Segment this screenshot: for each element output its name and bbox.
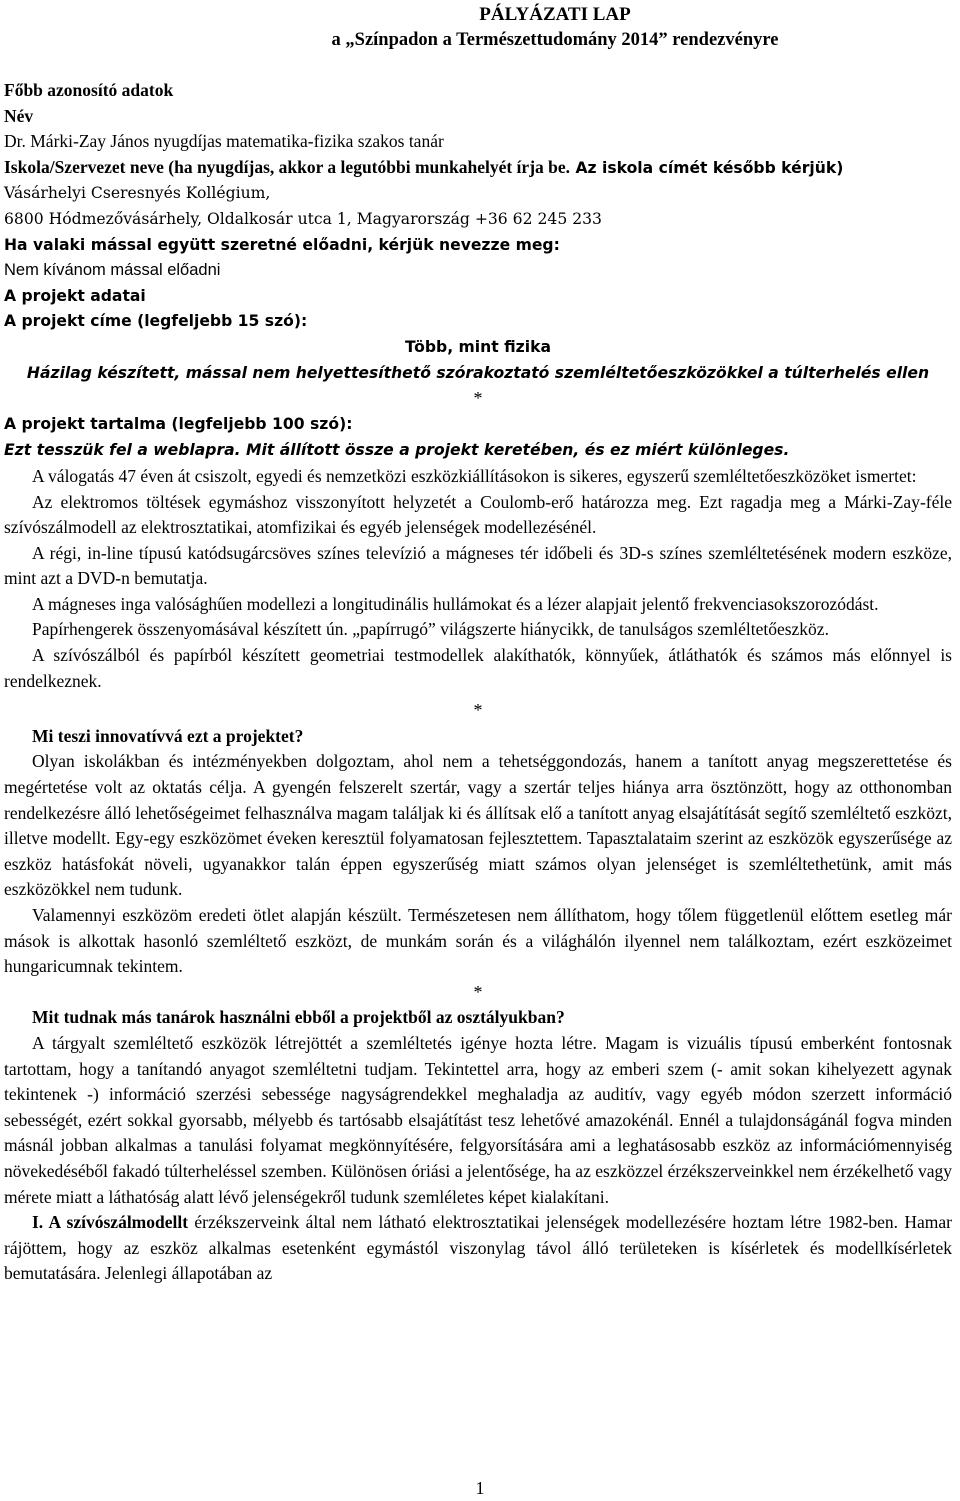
- content-note-part-b: Mit állított össze a projekt keretében, és ez miért különleges.: [240, 441, 790, 460]
- content-paragraph: Papírhengerek összenyomásával készített ún. „papírrugó” világszerte hiánycikk, de tanulságos szemléltetőeszköz.: [32, 619, 829, 640]
- section1-label: I. A szívószálmodellt: [32, 1212, 189, 1233]
- section1-text: érzékszerveink által nem látható elektrosztatikai jelenségek modellezésére hoztam létre 1982-ben. Hamar rájöttem, hogy az eszköz alkalmas esetenként egymástól viszonylag távol álló területeken is kísérletek és modellkísérletek bemutatására. Jelenlegi állapotában az: [4, 1212, 952, 1284]
- ids-heading: Főbb azonosító adatok: [4, 80, 174, 100]
- form-subtitle: a „Színpadon a Természettudomány 2014” rendezvényre: [331, 30, 779, 50]
- project-content-note: [4, 437, 952, 464]
- separator-star: *: [473, 981, 483, 1002]
- innovative-paragraph: Olyan iskolákban és intézményekben dolgoztam, ahol nem a tehetséggondozás, hanem a tanított anyag megszerettetése és megértetése volt az oktatás célja. A gyengén felszerelt szertár, vagy a szertár teljes hiánya arra ösztönzött, hogy az otthonomban rendelkezésre álló lehetőségeimet felhasználva magam találjak ki és állítsak elő a tanított anyag elsajátítását segítő szemléltető eszközt, illetve modellt. Egy-egy eszközömet éveken keresztül folyamatosan fejlesztettem. Tapasztalataim szerint az eszközök egyszerűsége az eszköz hatásfokát növeli, ugyanakkor talán éppen egyszerűség miatt számos olyan jelenséget is szemléltethetünk, amit más eszközökkel nem tudunk.: [4, 751, 952, 900]
- content-paragraph: A régi, in-line típusú katódsugárcsöves színes televízió a mágneses tér időbeli és 3D-s színes szemléltetésének modern eszköze, mint azt a DVD-n bemutatja.: [4, 542, 952, 589]
- document-body: [4, 78, 952, 1287]
- content-paragraph: A szívószálból és papírból készített geometriai testmodellek alakíthatók, könnyűek, átláthatók és számos más előnnyel is rendelkeznek.: [4, 645, 952, 691]
- others-label: Mit tudnak más tanárok használni ebből a projektből az osztályukban?: [32, 1007, 565, 1028]
- school-label: [4, 155, 952, 182]
- school-label-part-b: Az iskola címét később kérjük): [570, 158, 844, 177]
- name-value: Dr. Márki-Zay János nyugdíjas matematika-fizika szakos tanár: [4, 131, 444, 152]
- separator-star: *: [473, 700, 483, 721]
- school-label-part-a: Iskola/Szervezet neve (ha nyugdíjas, akkor a legutóbbi munkahelyét írja be.: [4, 156, 571, 177]
- section1-paragraph: [4, 1210, 952, 1287]
- form-title: PÁLYÁZATI LAP: [479, 4, 631, 25]
- name-label: Név: [4, 105, 34, 126]
- project-heading: A projekt adatai: [4, 286, 146, 305]
- content-paragraph: Az elektromos töltések egymáshoz visszonyított helyzetét a Coulomb-erő határozza meg. Ezt ragadja meg a Márki-Zay-féle szívószálmodell az elektrosztatikai, atomfizikai és egyéb jelenségek modellezésénél.: [4, 491, 952, 538]
- page-number: 1: [475, 1478, 485, 1498]
- partner-label: Ha valaki mással együtt szeretné előadni, kérjük nevezze meg:: [4, 235, 560, 254]
- project-title-value: Több, mint fizika: [404, 337, 552, 356]
- project-content-label: A projekt tartalma (legfeljebb 100 szó):: [4, 414, 353, 433]
- others-paragraph: A tárgyalt szemléltető eszközök létrejöttét a szemléltetés igénye hozta létre. Magam is vizuális típusú emberként fontosnak tartottam, hogy a tanítandó anyagot szemléltetni tudjam. Tekintettel arra, hogy az emberi szem (- amit sokan kihelyezett agynak tekintenek -) információ szerzési sebessége nagyságrendekkel meghaladja az auditív, vagy egyéb módon szerzett információ sebességét, ezért sokkal gyorsabb, mélyebb és tartósabb elsajátítást tesz lehetővé amazokénál. Ennél a tulajdonságánál fogva minden másnál jobban alkalmas a tanulási folyamat megkönnyítésére, felgyorsítására ami a leghatásosabb eszköz az információmennyiség növekedéséből fakadó túlterheléssel szemben. Különösen óriási a jelentősége, ha az eszközzel érzékszerveinkkel nem érzékelhető vagy mérete miatt a láthatóság alatt lévő jelenségekről tudunk szemléletes képet kialakítani.: [4, 1032, 952, 1207]
- content-paragraph: A mágneses inga valósághűen modellezi a longitudinális hullámokat és a lézer alapjait jelentő frekvenciasokszorozódást.: [32, 593, 879, 614]
- innovative-paragraph: Valamennyi eszközöm eredeti ötlet alapján készült. Természetesen nem állíthatom, hogy tőlem függetlenül előttem esetleg már mások is alkottak hasonló szemléltető eszközt, de munkám során és a világhálón ilyennel nem találkoztam, ezért eszközeimet hungaricumnak tekintem.: [4, 905, 952, 977]
- project-title-subtitle: Házilag készített, mással nem helyettesíthető szórakoztató szemléltetőeszközökkel a túlterhelés ellen: [26, 363, 930, 382]
- content-paragraph: A válogatás 47 éven át csiszolt, egyedi és nemzetközi eszközkiállításokon is sikeres, egyszerű szemléltetőeszközöket ismertet:: [32, 465, 917, 486]
- project-title-label: A projekt címe (legfeljebb 15 szó):: [4, 312, 308, 331]
- school-address: 6800 Hódmezővásárhely, Oldalkosár utca 1, Magyarország +36 62 245 233: [4, 209, 602, 228]
- content-note-part-a: Ezt tesszük fel a weblapra.: [4, 441, 241, 460]
- partner-value: Nem kívánom mással előadni: [4, 261, 221, 280]
- school-name: Vásárhelyi Cseresnyés Kollégium,: [4, 184, 271, 203]
- innovative-label: Mi teszi innovatívvá ezt a projektet?: [32, 725, 304, 746]
- separator-star: *: [473, 388, 483, 409]
